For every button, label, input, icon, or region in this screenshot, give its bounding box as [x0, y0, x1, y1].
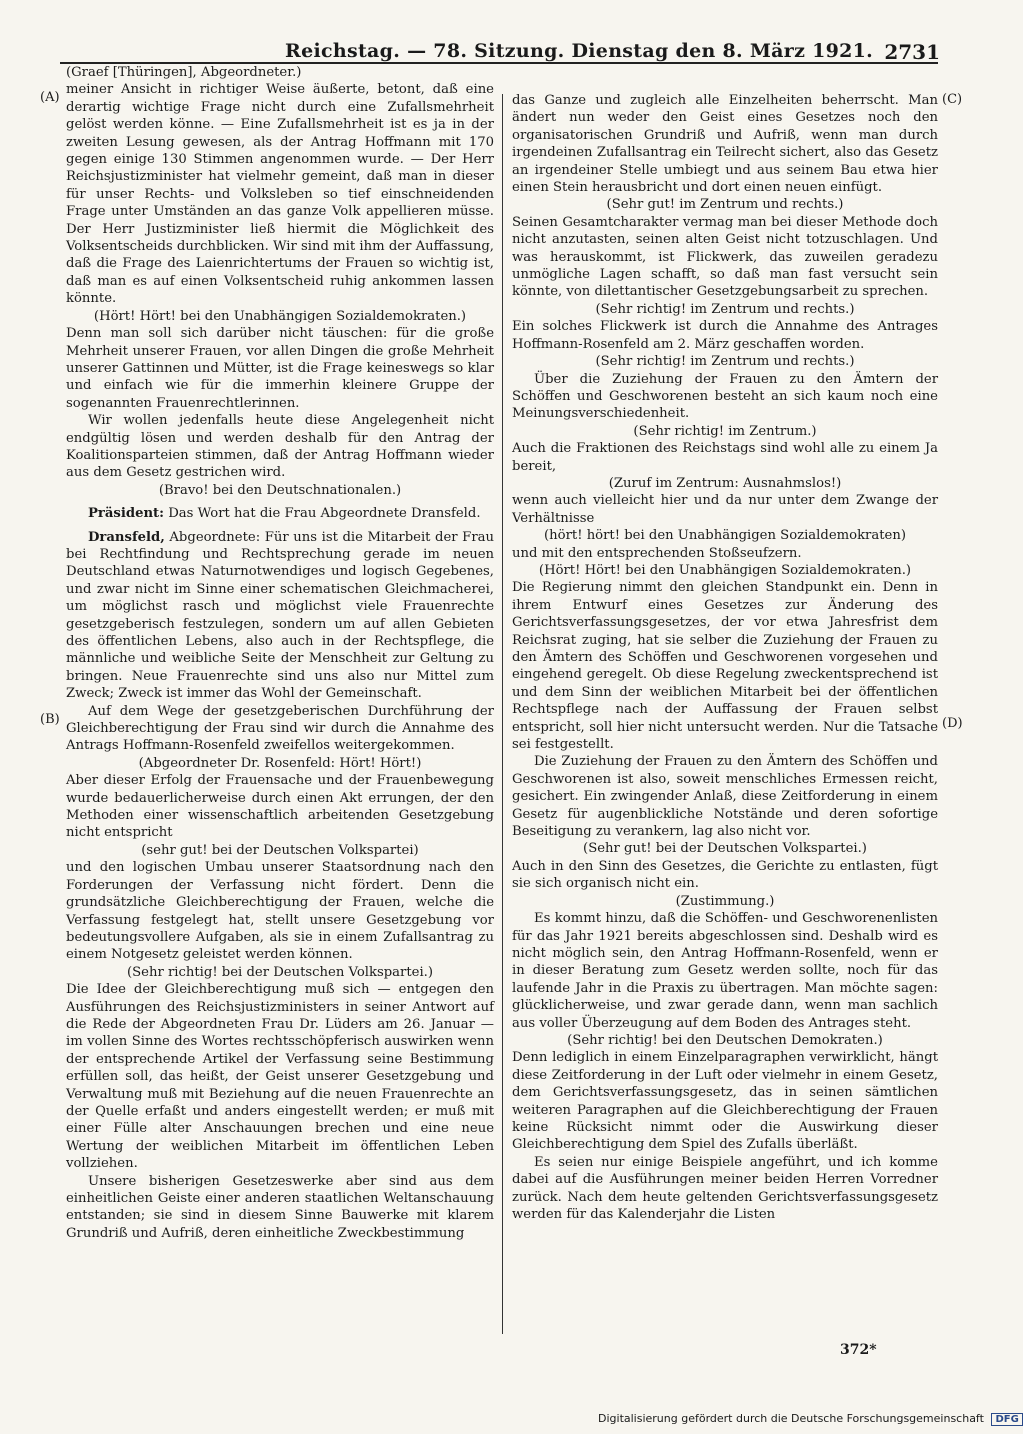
margin-marker-a: (A) — [40, 90, 60, 105]
paragraph: Über die Zuziehung der Frauen zu den Ämtern der Schöffen und Geschworenen besteht an sich kaum noch eine Meinungsverschiedenheit. — [512, 371, 938, 422]
paragraph: Die Zuziehung der Frauen zu den Ämtern des Schöffen und Geschworenen ist also, soweit menschliches Ermessen reicht, gesichert. Ein zwingender Anlaß, diese Zeitforderung in einem Gesetz für augenblickliche Notstände und deren sofortige Beseitigung zu verankern, lag also nicht vor. — [512, 754, 938, 840]
margin-marker-d: (D) — [942, 716, 963, 731]
interjection: (Sehr richtig! bei der Deutschen Volkspartei.) — [126, 964, 434, 980]
paragraph: Denn man soll sich darüber nicht täuschen: für die große Mehrheit unserer Frauen, vor allen Dingen die große Mehrheit unserer Gattinnen und Mütter, ist die Frage keineswegs so klar und einfach wie für die immerhin kleinere Gruppe der sogenannten Frauenrechtlerinnen. — [66, 326, 494, 411]
interjection: (Hört! Hört! bei den Unabhängigen Sozialdemokraten.) — [538, 562, 912, 578]
speaker-name: Dransfeld, — [88, 529, 165, 545]
paragraph: (Graef [Thüringen], Abgeordneter.) — [66, 65, 302, 80]
speaker-paragraph — [66, 505, 494, 522]
column-divider — [502, 94, 503, 1334]
paragraph: Auch die Fraktionen des Reichstags sind wohl alle zu einem Ja bereit, — [512, 441, 938, 474]
margin-marker-b: (B) — [40, 712, 60, 727]
speaker-name: Präsident: — [88, 506, 165, 522]
paragraph: Aber dieser Erfolg der Frauensache und der Frauenbewegung wurde bedauerlicherweise durch einen Akt errungen, der den Methoden einer wissenschaftlich arbeitenden Gesetzgebung nicht entspricht — [66, 773, 494, 841]
interjection: (sehr gut! bei der Deutschen Volkspartei) — [141, 842, 419, 858]
interjection: (Hört! Hört! bei den Unabhängigen Sozialdemokraten.) — [93, 308, 467, 324]
left-column — [66, 64, 494, 1242]
paragraph: Es kommt hinzu, daß die Schöffen- und Geschworenenlisten für das Jahr 1921 bereits abgeschlossen sind. Deshalb wird es nicht möglich sein, den Antrag Hoffmann-Rosenfeld, wenn er in dieser Beratung zum Gesetz werden sollte, noch für das laufende Jahr in die Praxis zu übertragen. Man möchte sagen: glücklicherweise, und zwar gerade dann, wenn man sachlich aus voller Überzeugung auf dem Boden des Antrages steht. — [512, 911, 938, 1031]
paragraph: Wir wollen jedenfalls heute diese Angelegenheit nicht endgültig lösen und werden deshalb für den Antrag der Koalitionsparteien stimmen, daß der Antrag Hoffmann wieder aus dem Gesetz gestrichen wird. — [66, 413, 494, 481]
paragraph: Seinen Gesamtcharakter vermag man bei dieser Methode doch nicht anzutasten, seinen alten Geist nicht totzuschlagen. Und was herauskommt, ist Flickwerk, das zuweilen geradezu unmögliche Lagen schafft, so daß man fast versucht sein könnte, von dilettantischer Gesetzgebungsarbeit zu sprechen. — [512, 214, 938, 300]
interjection: (Sehr richtig! im Zentrum.) — [633, 423, 817, 439]
paragraph: Es seien nur einige Beispiele angeführt, und ich komme dabei auf die Ausführungen meiner beiden Herren Vorredner zurück. Nach dem heute geltenden Gerichtsverfassungsgesetz werden für das Kalenderjahr die Listen — [512, 1154, 938, 1222]
paragraph: Auf dem Wege der gesetzgeberischen Durchführung der Gleichberechtigung der Frau sind wir durch die Annahme des Antrags Hoffmann-Rosenfeld zweifellos weitergekommen. — [66, 703, 494, 754]
paragraph: Die Idee der Gleichberechtigung muß sich — entgegen den Ausführungen des Reichsjustizministers in seiner Antwort auf die Rede der Abgeordneten Frau Dr. Lüders am 26. Januar — im vollen Sinne des Wortes rechtsschöpferisch auswirken wenn der entsprechende Artikel der Verfassung seine Bestimmung erfüllen soll, das heißt, der Geist unserer Gesetzgebung und Verwaltung muß mit Beziehung auf die neuen Frauenrechte an der Quelle erfaßt und anders eingestellt werden; er muß mit einer Fülle alter Anschauungen brechen und eine neue Wertung der weiblichen Mitarbeit im öffentlichen Leben vollziehen. — [66, 982, 494, 1172]
paragraph: und den logischen Umbau unserer Staatsordnung nach den Forderungen der Verfassung nicht fördert. Denn die grundsätzliche Gleichberechtigung der Frauen, welche die Verfassung festgelegt hat, stellt unsere Gesetzgebung vor bedeutungsvollere Aufgaben, als sie in einem Zufallsantrag zu einem Notgesetz geleistet werden können. — [66, 860, 494, 963]
interjection: (Sehr gut! im Zentrum und rechts.) — [606, 197, 844, 213]
paragraph: Unsere bisherigen Gesetzeswerke aber sind aus dem einheitlichen Geiste einer anderen staatlichen Weltanschauung entstanden; sie sind in diesem Sinne Bauwerke mit klarem Grundriß und Aufriß, deren einheitliche Zweckbestimmung — [66, 1173, 494, 1241]
paragraph: Die Regierung nimmt den gleichen Standpunkt ein. Denn in ihrem Entwurf eines Gesetzes zur Änderung des Gerichtsverfassungsgesetzes, der vor etwa Jahresfrist dem Reichsrat zuging, hat sie selber die Zuziehung der Frauen zu den Ämtern des Schöffen und Geschworenen vorgesehen und eingehend geregelt. Ob diese Regelung zweckentsprechend ist und dem Sinn der weiblichen Mitarbeit bei der öffentlichen Rechtspflege nach der Auffassung der Frauen selbst entspricht, soll hier nicht untersucht werden. Nur die Tatsache sei festgestellt. — [512, 580, 938, 753]
paragraph: Denn lediglich in einem Einzelparagraphen verwirklicht, hängt diese Zeitforderung in der Luft oder vielmehr in einem Gesetz, dem Gerichtsverfassungsgesetz, das in seinen sämtlichen weiteren Paragraphen auf die Gleichberechtigung der Frauen keine Rücksicht nimmt oder die Auswirkung dieser Gleichberechtigung dem Spiel des Zufalls überläßt. — [512, 1050, 938, 1153]
interjection: (Zustimmung.) — [675, 893, 775, 909]
speech-text: Das Wort hat die Frau Abgeordnete Dransfeld. — [164, 506, 481, 522]
page-number: 2731 — [884, 40, 940, 64]
paragraph: Auch in den Sinn des Gesetzes, die Gerichte zu entlasten, fügt sie sich organisch nicht ein. — [512, 858, 938, 892]
speaker-paragraph — [66, 529, 494, 703]
interjection: (Sehr richtig! bei den Deutschen Demokraten.) — [567, 1032, 883, 1048]
interjection: (Zuruf im Zentrum: Ausnahmslos!) — [608, 475, 842, 491]
paragraph: Ein solches Flickwerk ist durch die Annahme des Antrages Hoffmann-Rosenfeld am 2. März geschaffen worden. — [512, 319, 938, 352]
interjection: (Abgeordneter Dr. Rosenfeld: Hört! Hört!) — [138, 755, 422, 771]
margin-marker-c: (C) — [942, 92, 963, 107]
interjection: (Bravo! bei den Deutschnationalen.) — [158, 482, 402, 498]
speech-text: Abgeordnete: Für uns ist die Mitarbeit der Frau bei Rechtfindung und Rechtsprechung gerade im neuen Deutschland etwas Naturnotwendiges und logisch Gegebenes, und zwar nicht im Sinne einer schematischen Gleichmacherei, um möglichst rasch und möglichst viele Frauenrechte gesetzgeberisch festzulegen, sondern um auf allen Gebieten des öffentlichen Lebens, also auch in der Rechtspflege, die männliche und weibliche Seite der Menschheit zur Geltung zu bringen. Neue Frauenrechte sind uns also nur Mittel zum Zweck; Zweck ist immer das Wohl der Gemeinschaft. — [66, 529, 494, 702]
interjection: (Sehr gut! bei der Deutschen Volkspartei.) — [583, 841, 867, 857]
right-column — [512, 92, 938, 1223]
interjection: (Sehr richtig! im Zentrum und rechts.) — [595, 354, 855, 370]
paragraph: meiner Ansicht in richtiger Weise äußerte, betont, daß eine derartig wichtige Frage nicht durch eine Zufallsmehrheit gelöst werden könne. — Eine Zufallsmehrheit ist es ja in der zweiten Lesung gewesen, als der Antrag Hoffmann mit 170 gegen einige 130 Stimmen angenommen wurde. — Der Herr Reichsjustizminister hat vielmehr gemeint, daß man in dieser für unser Rechts- und Volksleben so tief einschneidenden Frage unter Umständen an das ganze Volk appellieren müsse. Der Herr Justizminister ließ hiermit die Möglichkeit des Volksentscheids durchblicken. Wir sind mit ihm der Auffassung, daß die Frage des Laienrichtertums der Frauen so wichtig ist, daß man es auf einen Volksentscheid ruhig ankommen lassen könnte. — [66, 82, 494, 307]
footer-text: Digitalisierung gefördert durch die Deutsche Forschungsgemeinschaft — [598, 1412, 984, 1425]
signature-mark: 372* — [840, 1342, 877, 1358]
running-head: Reichstag. — 78. Sitzung. Dienstag den 8. März 1921. — [285, 40, 874, 62]
dfg-logo: DFG — [991, 1413, 1022, 1426]
footer-credit — [598, 1412, 1023, 1426]
paragraph: und mit den entsprechenden Stoßseufzern. — [512, 545, 802, 561]
interjection: (Sehr richtig! im Zentrum und rechts.) — [595, 301, 855, 317]
interjection: (hört! hört! bei den Unabhängigen Sozialdemokraten) — [544, 528, 906, 544]
paragraph: das Ganze und zugleich alle Einzelheiten beherrscht. Man ändert nun weder den Geist eines Gesetzes noch den organisatorischen Grundriß und Aufriß, wenn man durch irgendeinen Zufallsantrag ein Teilrecht sichert, also das Gesetz an irgendeiner Stelle umbiegt und aus seinem Bau etwa hier einen Stein herausbricht und dort einen neuen einfügt. — [512, 93, 938, 196]
paragraph: wenn auch vielleicht hier und da nur unter dem Zwange der Verhältnisse — [512, 493, 938, 526]
